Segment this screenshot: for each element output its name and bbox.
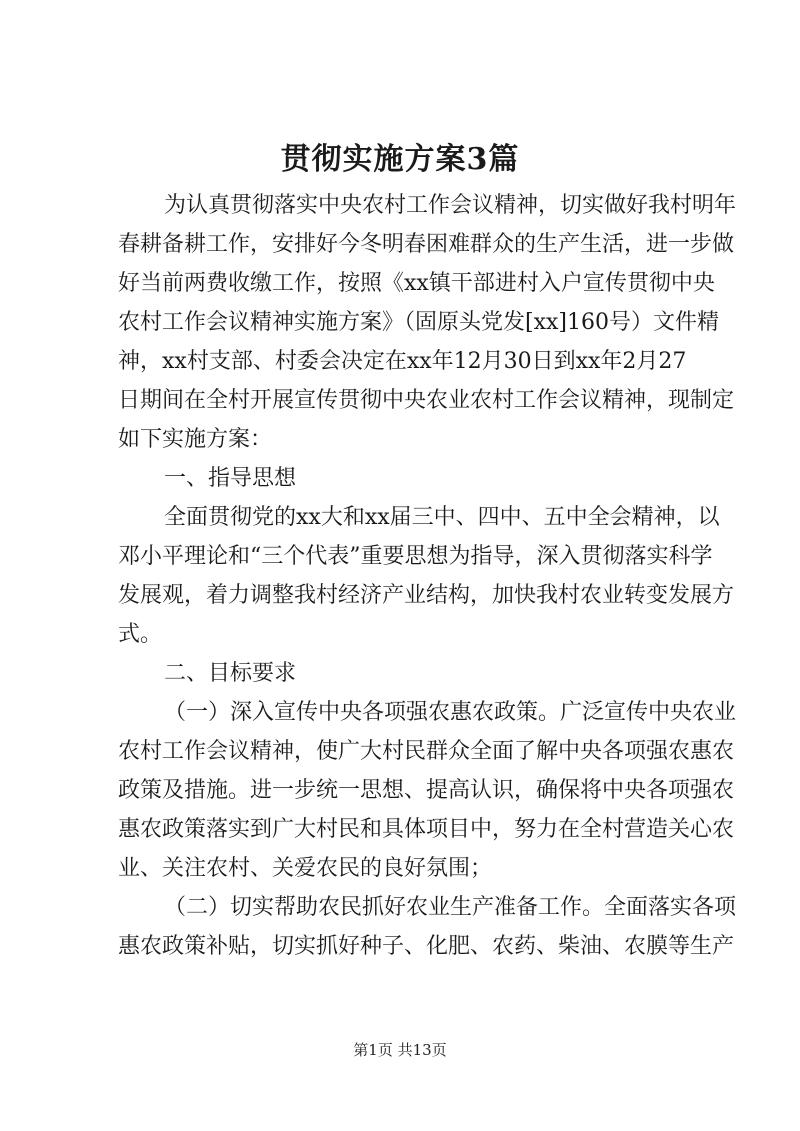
paragraph-line: 发展观，着力调整我村经济产业结构，加快我村农业转变发展方 xyxy=(118,583,735,608)
section-heading: 一、指导思想 xyxy=(164,466,297,491)
document-title: 贯彻实施方案3篇 xyxy=(280,142,520,177)
paragraph-line: 农村工作会议精神实施方案》（固原头党发[xx]160号）文件精 xyxy=(118,310,719,335)
paragraph-line: 如下实施方案： xyxy=(118,427,273,452)
document-body xyxy=(118,186,737,966)
page-number: 第1页 共13页 xyxy=(353,1041,447,1059)
paragraph-line: 惠农政策落实到广大村民和具体项目中，努力在全村营造关心农 xyxy=(118,817,735,842)
paragraph-line: 邓小平理论和“三个代表”重要思想为指导，深入贯彻落实科学 xyxy=(118,544,713,569)
paragraph-line: 式。 xyxy=(118,622,163,647)
paragraph-line: 业、关注农村、关爱农民的良好氛围； xyxy=(118,856,493,881)
paragraph-line: 政策及措施。进一步统一思想、提高认识，确保将中央各项强农 xyxy=(118,778,735,803)
paragraph-line: 春耕备耕工作，安排好今冬明春困难群众的生产生活，进一步做 xyxy=(118,232,735,257)
paragraph-line: 好当前两费收缴工作，按照《xx镇干部进村入户宣传贯彻中央 xyxy=(118,271,715,296)
paragraph-line: （一）深入宣传中央各项强农惠农政策。广泛宣传中央农业 xyxy=(164,700,737,725)
paragraph-line: 惠农政策补贴，切实抓好种子、化肥、农药、柴油、农膜等生产 xyxy=(118,934,735,959)
paragraph-line: 日期间在全村开展宣传贯彻中央农业农村工作会议精神，现制定 xyxy=(118,388,735,413)
paragraph-line: （二）切实帮助农民抓好农业生产准备工作。全面落实各项 xyxy=(164,895,737,920)
section-heading: 二、目标要求 xyxy=(164,661,297,686)
paragraph-line: 农村工作会议精神，使广大村民群众全面了解中央各项强农惠农 xyxy=(118,739,735,764)
paragraph-line: 为认真贯彻落实中央农村工作会议精神，切实做好我村明年 xyxy=(164,193,737,218)
paragraph-line: 神，xx村支部、村委会决定在xx年12月30日到xx年2月27 xyxy=(118,349,687,374)
paragraph-line: 全面贯彻党的xx大和xx届三中、四中、五中全会精神，以 xyxy=(164,505,720,530)
